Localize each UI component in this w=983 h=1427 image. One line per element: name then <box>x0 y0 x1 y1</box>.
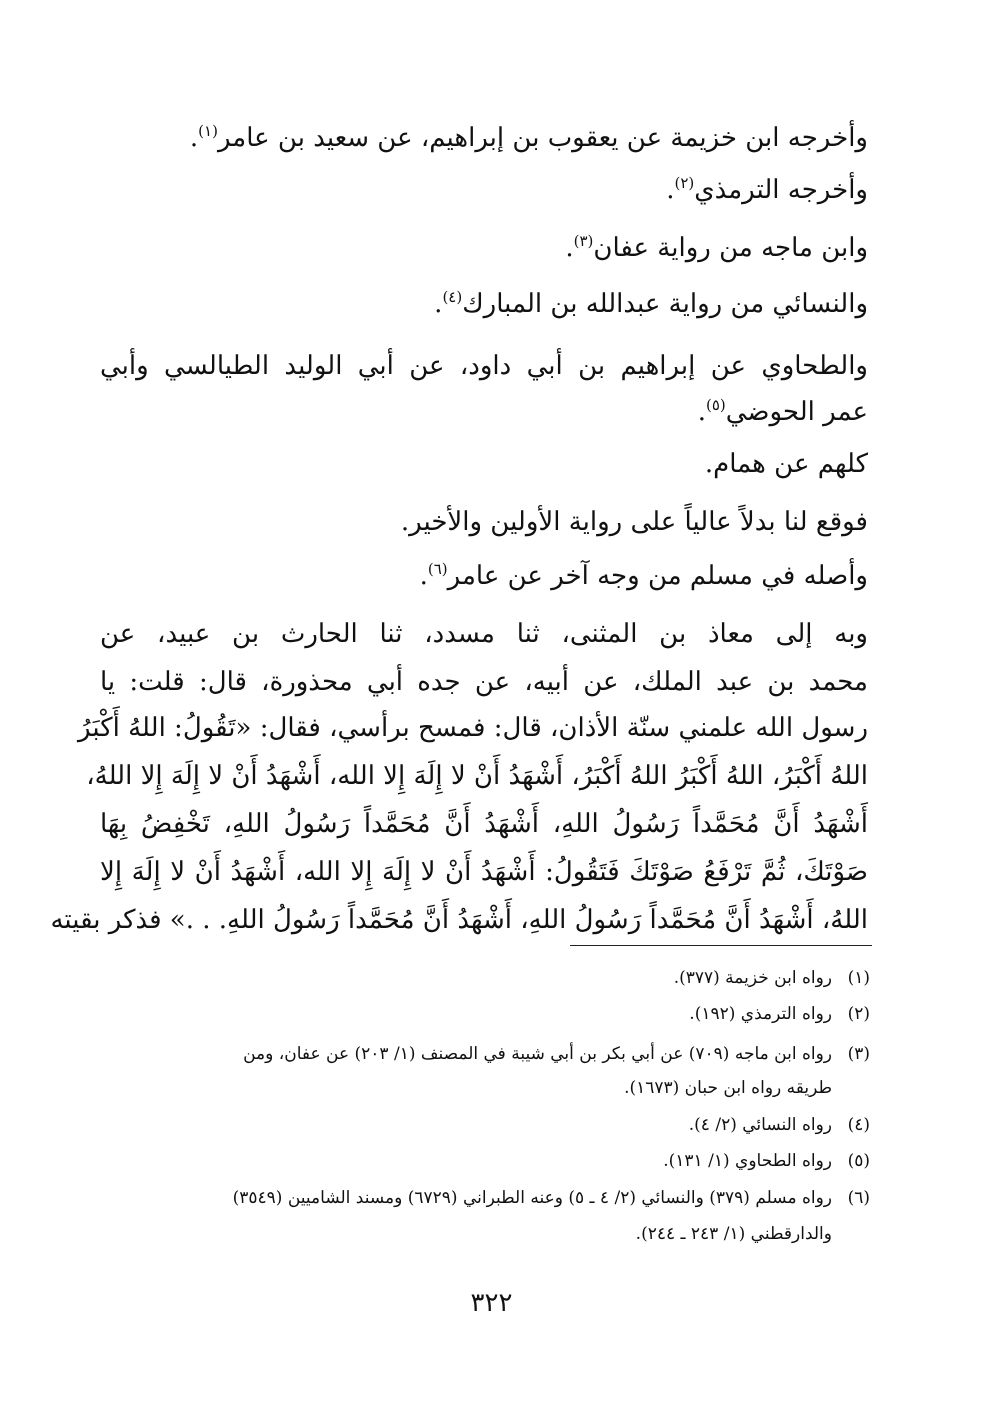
text-line: صَوْتَكَ، ثُمَّ تَرْفَعُ صَوْتَكَ فَتَقُولُ: أَشْهَدُ أَنْ لا إِلَهَ إِلا الله، أَشْهَدُ أَنْ لا إِلَهَ إِلا <box>100 857 868 887</box>
text-line: أَشْهَدُ أَنَّ مُحَمَّداً رَسُولُ اللهِ، أَشْهَدُ أَنَّ مُحَمَّداً رَسُولُ اللهِ، تَخْفِضُ بِهَا <box>100 809 868 839</box>
text-line: فوقع لنا بدلاً عالياً على رواية الأولين والأخير. <box>400 507 868 537</box>
footnote-ref[interactable]: (١) <box>198 122 218 140</box>
footnote-ref[interactable]: (٥) <box>705 396 726 414</box>
text-line: اللهُ، أَشْهَدُ أَنَّ مُحَمَّداً رَسُولُ اللهِ، أَشْهَدُ أَنَّ مُحَمَّداً رَسُولُ اللهِ. . .» فذكر بقيته <box>50 905 868 935</box>
footnote-number: (٢) <box>847 1004 870 1024</box>
footnote-number: (٣) <box>847 1044 870 1064</box>
footnote-continuation: والدارقطني (١/ ٢٤٣ ـ ٢٤٤). <box>635 1224 832 1244</box>
footnote: (٣)رواه ابن ماجه (٧٠٩) عن أبي بكر بن أبي شيبة في المصنف (١/ ٢٠٣) عن عفان، ومن <box>100 1039 870 1069</box>
footnote: (٥)رواه الطحاوي (١/ ١٣١). <box>100 1146 870 1176</box>
footnote-ref[interactable]: (٣) <box>573 232 594 250</box>
footnote-ref[interactable]: (٤) <box>442 288 463 306</box>
text-line: والنسائي من رواية عبدالله بن المبارك$^{(٤)}$. <box>434 288 868 319</box>
footnote-separator <box>570 945 872 946</box>
text-line: وأصله في مسلم من وجه آخر عن عامر$^{(٦)}$. <box>419 560 868 591</box>
footnote-ref[interactable]: (٦) <box>427 560 448 578</box>
text-line: رسول الله علمني سنّة الأذان، قال: فمسح برأسي، فقال: «تَقُولُ: اللهُ أَكْبَرُ <box>78 713 868 743</box>
text-line: عمر الحوضي$^{(٥)}$. <box>697 396 868 427</box>
footnote-number: (٦) <box>847 1188 870 1208</box>
text-line: اللهُ أَكْبَرُ، اللهُ أَكْبَرُ اللهُ أَكْبَرُ، أَشْهَدُ أَنْ لا إِلَهَ إِلا الله، أَشْهَدُ أَنْ لا إِلَهَ إِلا اللهُ، <box>86 761 868 791</box>
text-line: وأخرجه الترمذي$^{(٢)}$. <box>666 174 868 205</box>
text-line: وابن ماجه من رواية عفان$^{(٣)}$. <box>565 232 868 263</box>
text-line: والطحاوي عن إبراهيم بن أبي داود، عن أبي الوليد الطيالسي وأبي <box>100 351 868 381</box>
footnote-number: (١) <box>847 968 870 988</box>
text-line: وأخرجه ابن خزيمة عن يعقوب بن إبراهيم، عن سعيد بن عامر$^{(١)}$. <box>189 122 868 153</box>
footnote: (٢)رواه الترمذي (١٩٢). <box>100 999 870 1029</box>
text-line: وبه إلى معاذ بن المثنى، ثنا مسدد، ثنا الحارث بن عبيد، عن <box>100 619 868 649</box>
footnote-continuation: طريقه رواه ابن حبان (١٦٧٣). <box>624 1078 832 1098</box>
footnote: (١)رواه ابن خزيمة (٣٧٧). <box>100 963 870 993</box>
text-line: محمد بن عبد الملك، عن أبيه، عن جده أبي محذورة، قال: قلت: يا <box>100 667 868 697</box>
text-line: كلهم عن همام. <box>704 449 868 479</box>
footnote: (٤)رواه النسائي (٢/ ٤). <box>100 1110 870 1140</box>
footnote-number: (٤) <box>847 1115 870 1135</box>
page-number: ٣٢٢ <box>470 1288 513 1318</box>
footnote: (٦)رواه مسلم (٣٧٩) والنسائي (٢/ ٤ ـ ٥) وعنه الطبراني (٦٧٢٩) ومسند الشاميين (٣٥٤٩) <box>100 1183 870 1213</box>
footnote-number: (٥) <box>847 1151 870 1171</box>
footnote-ref[interactable]: (٢) <box>674 174 695 192</box>
